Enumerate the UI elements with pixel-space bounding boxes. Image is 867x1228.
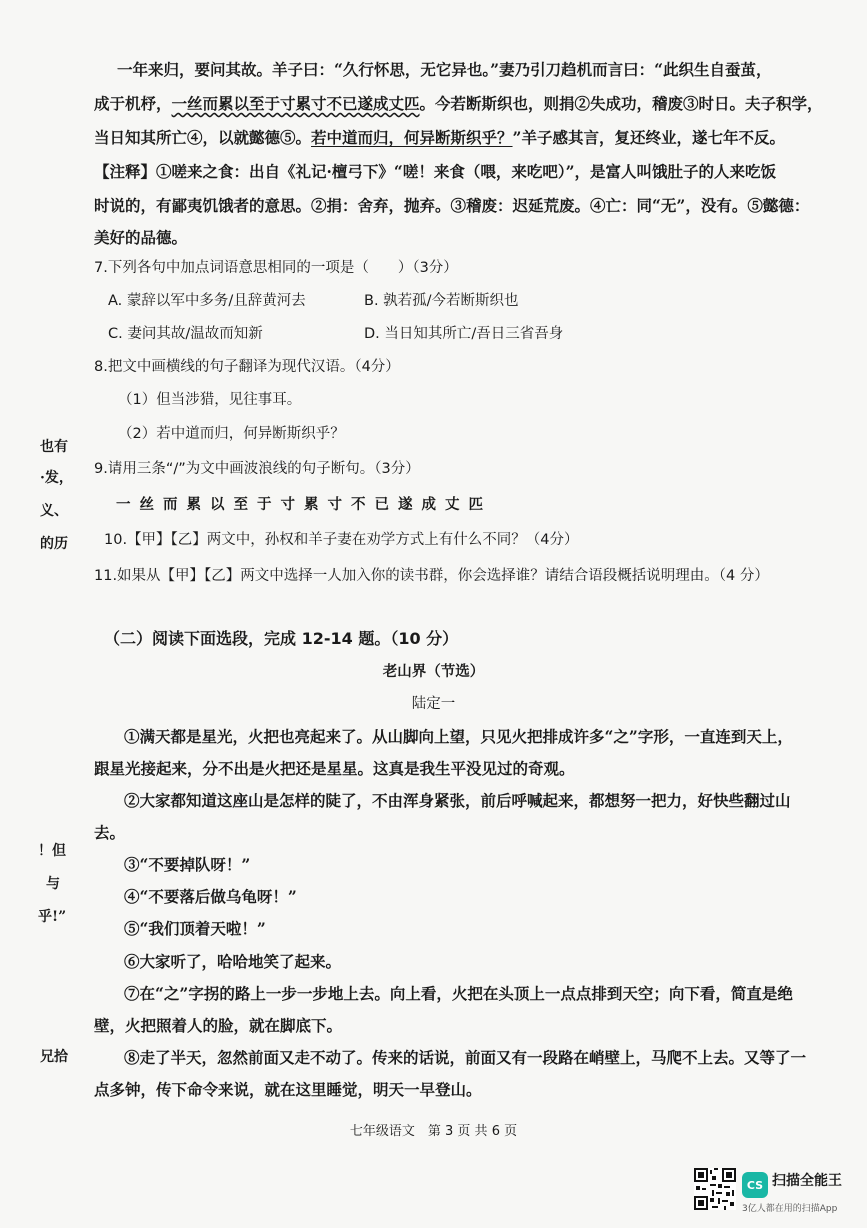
paragraph-line: ⑦在“之”字拐的路上一步一步地上去。向上看，火把在头顶上一点点排到天空；向下看，简直是绝 (124, 984, 793, 1003)
paragraph-line: ⑥大家听了，哈哈地笑了起来。 (124, 952, 342, 971)
straight-underlined-sentence: 若中道而归，何异断斯织乎？ (311, 128, 513, 147)
paragraph-line: ③“不要掉队呀！” (124, 855, 251, 874)
margin-fragment: ·发， (40, 470, 73, 486)
paragraph-line: 壁，火把照着人的脸，就在脚底下。 (94, 1016, 343, 1035)
paragraph-line: 去。 (94, 823, 126, 842)
paragraph-line: ④“不要落后做乌龟呀！” (124, 887, 297, 906)
passage-text: ”羊子感其言，复还终业，遂七年不反。 (512, 128, 785, 147)
passage-line-1: 一年来归，要问其故。羊子曰：“久行怀思，无它异也。”妻乃引刀趋机而言曰：“此织生自蚕茧， (117, 60, 772, 79)
question-9-stem: 9.请用三条“/”为文中画波浪线的句子断句。（3分） (94, 461, 420, 477)
scanner-app-name: 扫描全能王 (772, 1173, 842, 1189)
question-10: 10.【甲】【乙】两文中，孙权和羊子妻在劝学方式上有什么不同？（4分） (104, 532, 579, 548)
passage-line-3 (94, 128, 785, 148)
q7-option-b: B. 孰若孤/今若断斯织也 (364, 293, 519, 309)
margin-fragment: 也有 (40, 439, 68, 455)
passage-line-2 (94, 94, 823, 114)
question-8-stem: 8.把文中画横线的句子翻译为现代汉语。（4分） (94, 359, 400, 375)
question-7-stem: 7.下列各句中加点词语意思相同的一项是（ ）（3分） (94, 260, 458, 276)
paragraph-line: ⑤“我们顶着天啦！” (124, 919, 266, 938)
paragraph-line: 点多钟，传下命令来说，就在这里睡觉，明天一早登山。 (94, 1080, 482, 1099)
q8-sentence-1: （1）但当涉猎，见往事耳。 (118, 392, 302, 408)
margin-fragment: ！但 (38, 843, 66, 859)
passage-text: 。今若断斯织也，则捐②失成功，稽废③时日。夫子积学， (419, 94, 823, 113)
q9-sentence: 一丝而累以至于寸累寸不已遂成丈匹 (116, 497, 492, 513)
q7-option-a: A. 蒙辞以军中多务/且辞黄河去 (108, 293, 306, 309)
passage-text: 成于机杼， (94, 94, 172, 113)
margin-fragment: 与 (46, 876, 60, 892)
scanner-tagline: 3亿人都在用的扫描App (742, 1204, 838, 1214)
page-footer: 七年级语文 第 3 页 共 6 页 (349, 1124, 518, 1139)
section-2-title: 老山界（节选） (382, 664, 485, 680)
q7-option-c: C. 妻问其故/温故而知新 (108, 326, 263, 342)
paragraph-line: 跟星光接起来，分不出是火把还是星星。这真是我生平没见过的奇观。 (94, 759, 575, 778)
notes-line-3: 美好的品德。 (94, 228, 188, 247)
paragraph-line: ①满天都是星光，火把也亮起来了。从山脚向上望，只见火把排成许多“之”字形，一直连到天上， (124, 727, 793, 746)
margin-fragment: 乎!” (38, 909, 67, 925)
paragraph-line: ⑧走了半天，忽然前面又走不动了。传来的话说，前面又有一段路在峭壁上，马爬不上去。又等了一 (124, 1048, 807, 1067)
q7-option-d: D. 当日知其所亡/吾日三省吾身 (364, 326, 564, 342)
section-2-heading: （二）阅读下面选段，完成 12-14 题。（10 分） (104, 629, 459, 648)
scanner-logo-icon: CS (742, 1172, 768, 1198)
margin-fragment: 兄拾 (40, 1049, 68, 1065)
q8-sentence-2: （2）若中道而归，何异断斯织乎？ (118, 426, 345, 442)
margin-fragment: 义、 (40, 503, 68, 519)
section-2-author: 陆定一 (411, 696, 456, 712)
question-11: 11.如果从【甲】【乙】两文中选择一人加入你的读书群，你会选择谁？请结合语段概括说明理由。（4 分） (94, 568, 769, 584)
qr-code-icon (694, 1168, 736, 1210)
notes-line-1: 【注释】①嗟来之食：出自《礼记·檀弓下》“嗟！来食（喂，来吃吧）”，是富人叫饿肚子的人来吃饭 (94, 162, 776, 181)
passage-text: 当日知其所亡④，以就懿德⑤。 (94, 128, 312, 147)
wavy-underlined-sentence: 一丝而累以至于寸累寸不已遂成丈匹 (171, 94, 420, 113)
notes-line-2: 时说的，有鄙夷饥饿者的意思。②捐：舍弃，抛弃。③稽废：迟延荒废。④亡：同“无”，没有。⑤懿德： (94, 196, 810, 215)
margin-fragment: 的历 (40, 536, 68, 552)
paragraph-line: ②大家都知道这座山是怎样的陡了，不由浑身紧张，前后呼喊起来，都想努一把力，好快些翻过山 (124, 791, 791, 810)
